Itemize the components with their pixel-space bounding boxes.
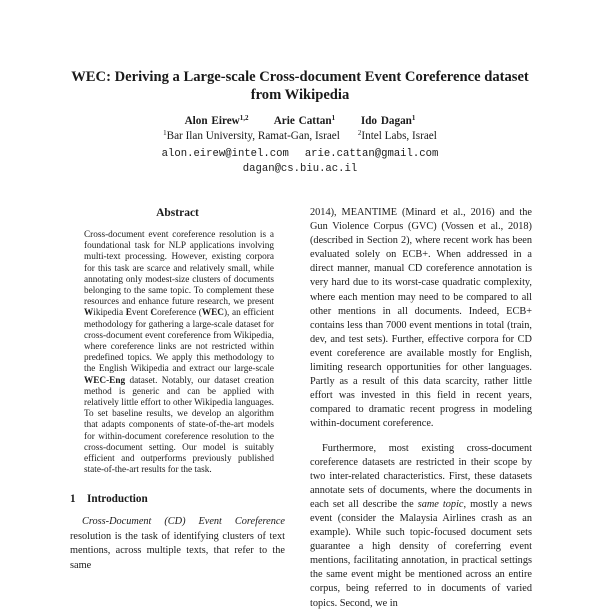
author-affil-sup: 1 [411,114,416,122]
author-name: Ido Dagan [360,115,412,127]
affiliation-sup: 1 [163,129,167,137]
affiliation-sup: 2 [357,129,362,137]
author-name: Arie Cattan [273,115,332,127]
author-affil-sup: 1,2 [239,114,249,122]
abstract-text: Cross-document event coreference resolution is a foundational task for NLP applications involving multi-text processing. However, existing corpora for this task are scarce and relatively small, while annotating only modest-size clusters of documents belonging to the same topic. To complement these resources and enhance future research, we present Wikipedia Event Coreference (WEC), an efficient methodology for gathering a large-scale dataset for cross-document event coreference from Wikipedia, where coreference links are not restricted within predefined topics. We apply this methodology to the English Wikipedia and extract our large-scale WEC-Eng dataset. Notably, our dataset creation method is generic and can be applied with relatively little effort to other Wikipedia languages. To set baseline results, we develop an algorithm that adapts components of state-of-the-art models for within-document coreference resolution to the cross-document setting. Our model is suitably efficient and outperforms previously published state-of-the-art results for the task. [84,230,274,476]
intro-paragraph: Cross-Document (CD) Event Coreference resolution is the task of identifying clusters of text mentions, across multiple texts, that refer to the same [70,516,285,571]
title-line-1: WEC: Deriving a Large-scale Cross-document Event Coreference dataset [71,69,529,85]
affiliation-name: Bar Ilan University, Ramat-Gan, Israel [166,130,340,142]
section-number: 1 [70,493,76,506]
title-line-2: from Wikipedia [250,87,350,103]
author-name: Alon Eirew [184,115,240,127]
paper-title [40,68,560,104]
email-line [40,162,560,176]
section-title: Introduction [87,493,148,506]
body-paragraph: Furthermore, most existing cross-document coreference datasets are restricted in their scope by two inter-related characteristics. First, these datasets annotate sets of documents, where the documents in each set all describe the same topic, mostly a news event (consider the Malaysia Airlines crash as an example). While such topic-focused document sets guarantee a high density of coreferring event mentions, facilitating annotation, in practical settings the same event might be mentioned across an entire corpus, being referred to in documents of varied topics. Second, we in [310,442,532,609]
email-address: arie.cattan@gmail.com [304,148,439,160]
body-paragraph: 2014), MEANTIME (Minard et al., 2016) and the Gun Violence Corpus (GVC) (Vossen et al., 2018) (described in Section 2), where recent work has been evaluated solely on ECB+. When addressed in a direct manner, manual CD coreference annotation is very hard due to its worst-case quadratic complexity, where each mention may need to be compared to all other mentions in all documents. Indeed, ECB+ contains less than 7000 event mentions in total (train, dev, and test sets). Further, effective corpora for CD event coreference are available mostly for English, limiting research opportunities for other languages. Partly as a result of this data scarcity, rather little effort was invested in this field in recent years, compared to dramatic recent progress in modeling within-document coreference. [310,207,532,430]
affiliation-name: Intel Labs, Israel [361,130,437,142]
left-column [70,206,285,573]
email-line [40,147,560,161]
email-address: alon.eirew@intel.com [161,148,289,160]
right-column [310,206,532,611]
section-heading-introduction [70,492,285,506]
affiliation-list [40,129,560,143]
author-affil-sup: 1 [331,114,336,122]
abstract-heading: Abstract [156,207,199,219]
email-address: dagan@cs.biu.ac.il [242,163,358,175]
author-list [40,114,560,128]
